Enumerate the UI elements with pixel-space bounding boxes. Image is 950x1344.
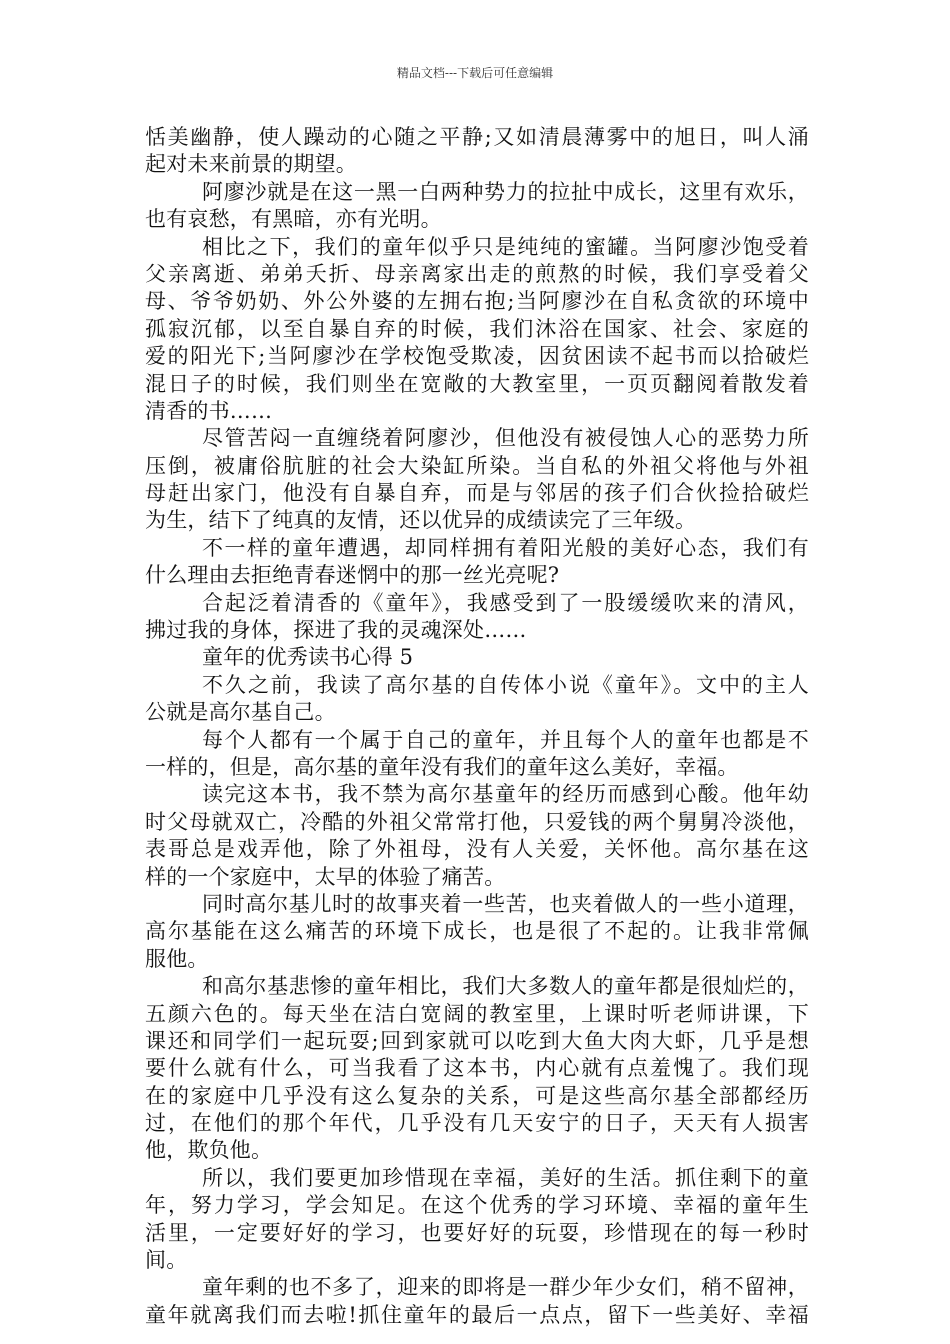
text-line: 和高尔基悲惨的童年相比，我们大多数人的童年都是很灿烂的， [202, 974, 809, 999]
text-line: 公就是高尔基自己。 [145, 700, 336, 725]
text-line: 过，在他们的那个年代，几乎没有几天安宁的日子，天天有人损害 [145, 1111, 809, 1136]
text-line: 起对未来前景的期望。 [145, 152, 357, 177]
text-line: 一样的，但是，高尔基的童年没有我们的童年这么美好，幸福。 [145, 754, 739, 779]
text-line: 也有哀愁，有黑暗，亦有光明。 [145, 207, 442, 232]
text-line: 童年的优秀读书心得 5 [202, 645, 414, 670]
text-line: 为生，结下了纯真的友情，还以优异的成绩读完了三年级。 [145, 508, 697, 533]
text-line: 读完这本书，我不禁为高尔基童年的经历而感到心酸。他年幼 [202, 782, 809, 807]
text-line: 课还和同学们一起玩耍;回到家就可以吃到大鱼大肉大虾，几乎是想 [145, 1028, 809, 1053]
text-line: 时父母就双亡，冷酷的外祖父常常打他，只爱钱的两个舅舅冷淡他， [145, 809, 809, 834]
text-line: 拂过我的身体，探进了我的灵魂深处…… [145, 618, 527, 643]
text-line: 在的家庭中几乎没有这么复杂的关系，可是这些高尔基全部都经历 [145, 1083, 809, 1108]
text-line: 清香的书…… [145, 398, 273, 423]
text-line: 恬美幽静，使人躁动的心随之平静;又如清晨薄雾中的旭日，叫人涌 [145, 125, 809, 149]
text-line: 五颜六色的。每天坐在洁白宽阔的教室里，上课时听老师讲课，下 [145, 1001, 809, 1026]
text-line: 孤寂沉郁，以至自暴自弃的时候，我们沐浴在国家、社会、家庭的 [145, 316, 809, 341]
text-line: 同时高尔基儿时的故事夹着一些苦，也夹着做人的一些小道理， [202, 891, 809, 916]
text-line: 要什么就有什么，可当我看了这本书，内心就有点羞愧了。我们现 [145, 1056, 809, 1081]
text-line: 样的一个家庭中，太早的体验了痛苦。 [145, 864, 506, 889]
text-line: 爱的阳光下;当阿廖沙在学校饱受欺凌，因贫困读不起书而以拾破烂 [145, 344, 809, 369]
page-header: 精品文档---下载后可任意编辑 [396, 66, 554, 80]
text-line: 童年就离我们而去啦!抓住童年的最后一点点，留下一些美好、幸福 [145, 1302, 809, 1327]
text-line: 什么理由去拒绝青春迷惘中的那一丝光亮呢? [145, 563, 560, 588]
text-line: 高尔基能在这么痛苦的环境下成长，也是很了不起的。让我非常佩 [145, 919, 809, 944]
text-line: 母赶出家门，他没有自暴自弃，而是与邻居的孩子们合伙捡拾破烂 [145, 481, 809, 506]
text-line: 童年剩的也不多了，迎来的即将是一群少年少女们，稍不留神， [202, 1275, 809, 1300]
text-line: 表哥总是戏弄他，除了外祖母，没有人关爱，关怀他。高尔基在这 [145, 837, 809, 862]
text-line: 所以，我们要更加珍惜现在幸福，美好的生活。抓住剩下的童 [202, 1165, 809, 1190]
text-line: 年，努力学习，学会知足。在这个优秀的学习环境、幸福的童年生 [145, 1193, 809, 1218]
text-line: 服他。 [145, 946, 209, 971]
text-line: 合起泛着清香的《童年》，我感受到了一股缓缓吹来的清风， [202, 590, 809, 615]
text-line: 相比之下，我们的童年似乎只是纯纯的蜜罐。当阿廖沙饱受着 [202, 234, 809, 259]
text-line: 每个人都有一个属于自己的童年，并且每个人的童年也都是不 [202, 727, 809, 752]
text-line: 阿廖沙就是在这一黑一白两种势力的拉扯中成长，这里有欢乐， [202, 179, 809, 204]
text-line: 他，欺负他。 [145, 1138, 273, 1163]
text-line: 间。 [145, 1248, 188, 1273]
text-line: 母、爷爷奶奶、外公外婆的左拥右抱;当阿廖沙在自私贪欲的环境中 [145, 289, 809, 314]
text-line: 尽管苦闷一直缠绕着阿廖沙，但他没有被侵蚀人心的恶势力所 [202, 426, 809, 451]
text-line: 混日子的时候，我们则坐在宽敞的大教室里，一页页翻阅着散发着 [145, 371, 809, 396]
text-line: 活里，一定要好好的学习，也要好好的玩耍，珍惜现在的每一秒时 [145, 1220, 809, 1245]
text-line: 父亲离逝、弟弟夭折、母亲离家出走的煎熬的时候，我们享受着父 [145, 261, 809, 286]
text-line: 压倒，被庸俗肮脏的社会大染缸所染。当自私的外祖父将他与外祖 [145, 453, 809, 478]
text-line: 不一样的童年遭遇，却同样拥有着阳光般的美好心态，我们有 [202, 535, 809, 560]
document-body [145, 124, 809, 1329]
text-line: 不久之前，我读了高尔基的自传体小说《童年》。文中的主人 [202, 672, 809, 697]
